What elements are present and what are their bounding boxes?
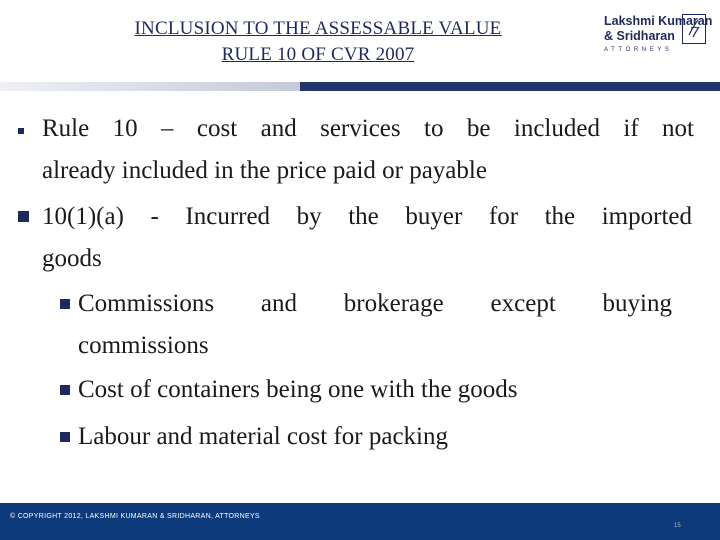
logo-text-line1: Lakshmi Kumaran	[604, 14, 713, 28]
slide-title	[60, 16, 576, 68]
footer-bar	[0, 503, 720, 540]
header-divider-light	[0, 82, 300, 91]
logo-text-line2: & Sridharan	[604, 29, 675, 43]
bullet-text-line1: 10(1)(a) - Incurred by the buyer for the imported	[42, 203, 692, 230]
bullet-square-icon	[60, 385, 70, 395]
bullet-text-line1: Rule 10 – cost and services to be included if not	[42, 115, 694, 142]
logo-text-line3: ATTORNEYS	[604, 47, 673, 53]
sub-bullet-text-line1: Commissions and brokerage except buying	[78, 290, 672, 317]
firm-logo	[600, 12, 713, 62]
bullet-text-line2: goods	[42, 245, 102, 272]
header-divider-dark	[300, 82, 720, 91]
sub-bullet-text: Labour and material cost for packing	[78, 423, 448, 450]
sub-bullet-text: Cost of containers being one with the goods	[78, 376, 518, 403]
bullet-text-line2: already included in the price paid or payable	[42, 157, 487, 184]
bullet-square-icon	[60, 299, 70, 309]
logo-monogram-icon	[682, 14, 706, 44]
page-number: 15	[674, 523, 681, 529]
sub-bullet-text-line2: commissions	[78, 332, 209, 359]
bullet-square-icon	[18, 211, 29, 222]
slide-title-line2: RULE 10 OF CVR 2007	[221, 44, 415, 65]
slide-title-line1: INCLUSION TO THE ASSESSABLE VALUE	[134, 18, 502, 39]
bullet-square-icon	[18, 128, 24, 134]
bullet-square-icon	[60, 432, 70, 442]
copyright-text: © COPYRIGHT 2012, LAKSHMI KUMARAN & SRIDHARAN, ATTORNEYS	[10, 513, 260, 520]
